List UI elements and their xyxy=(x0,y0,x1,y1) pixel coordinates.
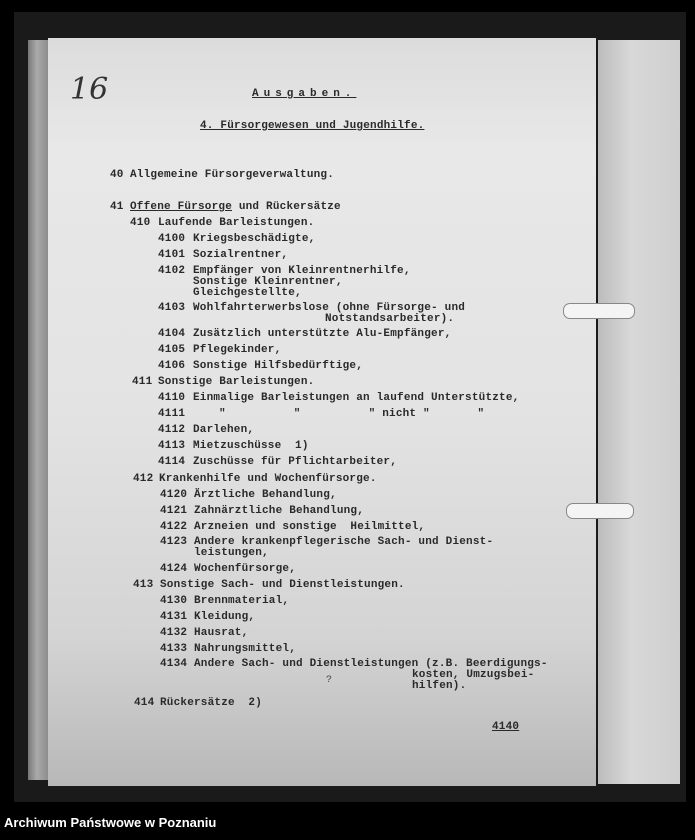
item-label-line: Kleidung, xyxy=(194,611,256,623)
item-number: 4123 xyxy=(160,536,188,548)
item-number: 413 xyxy=(133,579,154,591)
item-number: 414 xyxy=(134,697,155,709)
item-number: 40 xyxy=(110,169,124,181)
item-label-line: Mietzuschüsse 1) xyxy=(193,440,309,452)
item-label-line: Arzneien und sonstige Heilmittel, xyxy=(194,521,426,533)
item-label-line: Gleichgestellte, xyxy=(193,287,302,299)
item-number: 4102 xyxy=(158,265,186,277)
item-label-line: Hausrat, xyxy=(194,627,249,639)
item-number: 4130 xyxy=(160,595,188,607)
item-number: 4112 xyxy=(158,424,186,436)
item-label-line: Andere Sach- und Dienstleistungen (z.B. Beerdigungs- xyxy=(194,658,548,670)
item-label-line: Kriegsbeschädigte, xyxy=(193,233,316,245)
item-label-line: Laufende Barleistungen. xyxy=(158,217,315,229)
item-number: 4103 xyxy=(158,302,186,314)
item-label-line: Wohlfahrterwerbslose (ohne Fürsorge- und xyxy=(193,302,466,314)
item-number: 4113 xyxy=(158,440,186,452)
item-label-line: Nahrungsmittel, xyxy=(194,643,297,655)
item-number: 4134 xyxy=(160,658,188,670)
item-number: 4131 xyxy=(160,611,188,623)
binder-ring xyxy=(563,303,635,319)
item-number: 4101 xyxy=(158,249,186,261)
item-number: 4105 xyxy=(158,344,186,356)
adjacent-page xyxy=(598,40,680,784)
item-number: 4124 xyxy=(160,563,188,575)
item-label-line: hilfen). xyxy=(412,680,467,692)
item-label-line: Darlehen, xyxy=(193,424,255,436)
item-label-line: kosten, Umzugsbei- xyxy=(412,669,535,681)
item-label-line: Sonstige Hilfsbedürftige, xyxy=(193,360,364,372)
item-label-line: Zuschüsse für Pflichtarbeiter, xyxy=(193,456,398,468)
item-number: 41 xyxy=(110,201,124,213)
item-label-line: Krankenhilfe und Wochenfürsorge. xyxy=(159,473,377,485)
document-heading: Ausgaben. xyxy=(252,88,357,100)
item-number: 410 xyxy=(130,217,151,229)
item-label-line: Andere krankenpflegerische Sach- und Dienst- xyxy=(194,536,494,548)
underlined-label: Offene Fürsorge xyxy=(130,201,233,213)
item-label-line: Zusätzlich unterstützte Alu-Empfänger, xyxy=(193,328,452,340)
item-label-line: Sonstige Sach- und Dienstleistungen. xyxy=(160,579,405,591)
item-number: 4133 xyxy=(160,643,188,655)
item-number: 4111 xyxy=(158,408,186,420)
item-number: 4120 xyxy=(160,489,188,501)
item-label-line: Einmalige Barleistungen an laufend Unterstützte, xyxy=(193,392,520,404)
binder-edge xyxy=(28,40,50,780)
item-number: 4132 xyxy=(160,627,188,639)
item-number: 4106 xyxy=(158,360,186,372)
item-label-line: Wochenfürsorge, xyxy=(194,563,297,575)
archive-footer: Archiwum Państwowe w Poznaniu xyxy=(4,815,217,830)
item-number: 4104 xyxy=(158,328,186,340)
item-label-line: Empfänger von Kleinrentnerhilfe, xyxy=(193,265,411,277)
item-label-line: Sozialrentner, xyxy=(193,249,289,261)
margin-mark: ? xyxy=(326,675,333,686)
item-label-line: Allgemeine Fürsorgeverwaltung. xyxy=(130,169,335,181)
item-number: 412 xyxy=(133,473,154,485)
item-label-line: Rückersätze 2) xyxy=(160,697,263,709)
item-number: 4114 xyxy=(158,456,186,468)
item-label-line: Brennmaterial, xyxy=(194,595,290,607)
item-label-line: Zahnärztliche Behandlung, xyxy=(194,505,365,517)
item-number: 4121 xyxy=(160,505,188,517)
item-label-line: leistungen, xyxy=(194,547,269,559)
item-label-line: Sonstige Barleistungen. xyxy=(158,376,315,388)
item-label-line: Notstandsarbeiter). xyxy=(325,313,455,325)
label-rest: und Rückersätze xyxy=(232,201,341,213)
item-label-line: Pflegekinder, xyxy=(193,344,282,356)
item-label-line: Ärztliche Behandlung, xyxy=(194,489,337,501)
item-number: 4122 xyxy=(160,521,188,533)
item-number: 411 xyxy=(132,376,153,388)
item-number: 4100 xyxy=(158,233,186,245)
document-subheading: 4. Fürsorgewesen und Jugendhilfe. xyxy=(200,120,425,132)
item-number: 4110 xyxy=(158,392,186,404)
item-label xyxy=(130,202,341,213)
reference-number: 4140 xyxy=(492,721,520,733)
binder-ring xyxy=(566,503,634,519)
handwritten-page-number: 16 xyxy=(70,72,109,107)
item-label-line: " " " nicht " " xyxy=(219,408,485,420)
item-label-line: Sonstige Kleinrentner, xyxy=(193,276,343,288)
